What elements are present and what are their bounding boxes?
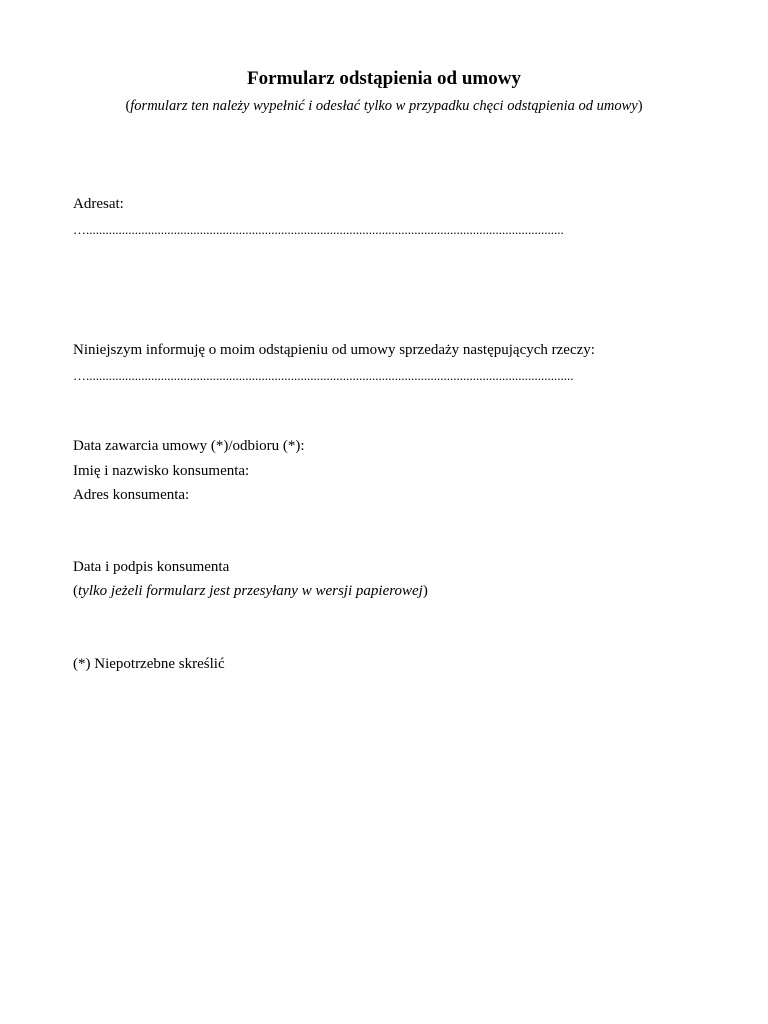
signature-note-open-paren: ( [73,583,78,599]
signature-note-text: tylko jeżeli formularz jest przesyłany w wersji papierowej [78,583,423,599]
footnote: (*) Niepotrzebne skreślić [73,656,225,672]
contract-date-label: Data zawarcia umowy (*)/odbioru (*): [73,438,305,454]
addressee-label: Adresat: [73,196,124,212]
addressee-dotted-line: …................................................................................................................................................... [73,222,564,237]
document-title: Formularz odstąpienia od umowy [247,68,521,89]
signature-note [73,581,428,601]
items-statement: Niniejszym informuję o moim odstąpieniu od umowy sprzedaży następujących rzeczy: [73,342,595,358]
signature-label: Data i podpis konsumenta [73,559,230,575]
subtitle-text: formularz ten należy wypełnić i odesłać tylko w przypadku chęci odstąpienia od umowy [130,98,638,114]
document-subtitle [0,96,768,116]
signature-note-close-paren: ) [422,583,428,599]
consumer-name-label: Imię i nazwisko konsumenta: [73,463,250,479]
subtitle-open-paren: ( [125,98,131,114]
consumer-address-label: Adres konsumenta: [73,487,190,503]
items-dotted-line: …...................................................................................................................................................... [73,368,574,383]
subtitle-close-paren: ) [637,98,643,114]
